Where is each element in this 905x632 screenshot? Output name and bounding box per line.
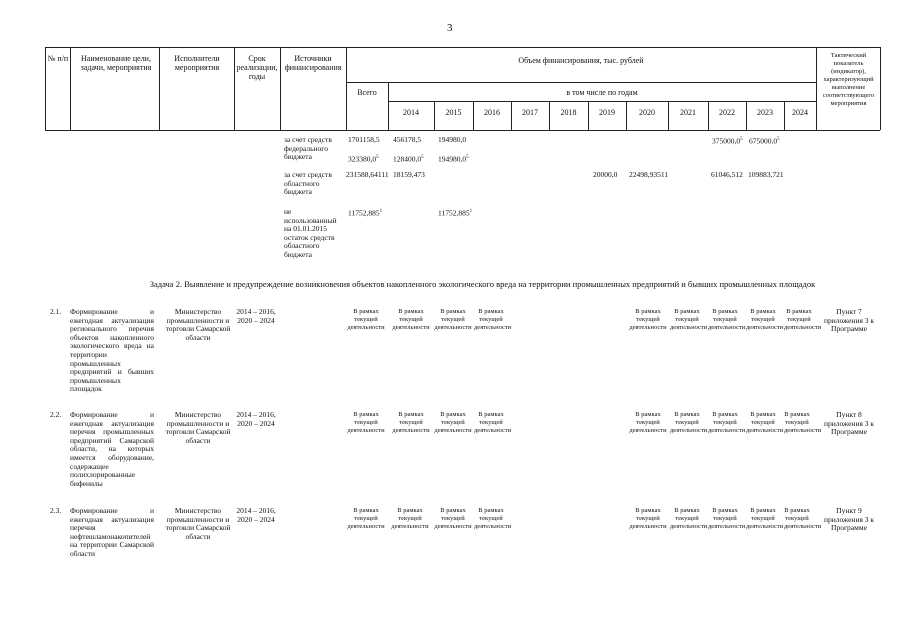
activity-indicator: Пункт 9 приложения 3 к Программе xyxy=(823,506,875,533)
activity-status: В рамках текущей деятельности xyxy=(629,411,667,434)
activity-status: В рамках текущей деятельности xyxy=(708,411,746,434)
activity-status: В рамках текущей деятельности xyxy=(347,411,385,434)
year-2022: 2022 xyxy=(719,108,735,117)
header-sources: Источники финансирования xyxy=(284,54,342,72)
header-bottom-line xyxy=(45,130,880,131)
activity-status: В рамках текущей деятельности xyxy=(392,308,430,331)
regional-2023: 109883,721 xyxy=(748,170,784,179)
activity-executor: Министерство промышленности и торговли Самарской области xyxy=(165,410,231,445)
activity-num: 2.1. xyxy=(50,307,62,316)
grid-line xyxy=(880,47,881,130)
activity-name: Формирование и ежегодная актуализация регионального перечня объектов накопленного экологического вреда на территории промышленных предприятий и бывших промышленных площадок xyxy=(70,307,154,394)
activity-status: В рамках текущей деятельности xyxy=(670,411,708,434)
header-volume: Объем финансирования, тыс. рублей xyxy=(518,56,644,65)
activity-status: В рамках текущей деятельности xyxy=(434,411,472,434)
federal-total: 1701158,5 xyxy=(348,135,380,144)
activity-term: 2014 – 2016, 2020 – 2024 xyxy=(236,307,276,325)
activity-status: В рамках текущей деятельности xyxy=(434,308,472,331)
header-executors: Исполнители мероприятия xyxy=(174,54,220,72)
activity-num: 2.3. xyxy=(50,506,62,515)
activity-status: В рамках текущей деятельности xyxy=(392,411,430,434)
activity-status: В рамках текущей деятельности xyxy=(784,308,822,331)
header-sub-line xyxy=(346,82,816,83)
grid-line xyxy=(45,47,46,130)
activity-status: В рамках текущей деятельности xyxy=(347,507,385,530)
grid-line xyxy=(70,47,71,130)
activity-name: Формирование и ежегодная актуализация перечня нефтешламонакопителей на территории Самарской области xyxy=(70,506,154,558)
unused-total: 11752,885$^1$ xyxy=(348,208,383,218)
activity-status: В рамках текущей деятельности xyxy=(629,507,667,530)
header-num: № п/п xyxy=(47,54,69,63)
year-2024: 2024 xyxy=(792,108,808,117)
activity-status: В рамках текущей деятельности xyxy=(474,507,512,530)
year-2017: 2017 xyxy=(522,108,538,117)
activity-term: 2014 – 2016, 2020 – 2024 xyxy=(236,506,276,524)
grid-line xyxy=(159,47,160,130)
header-years-line xyxy=(388,101,816,102)
source-federal: за счет средств федерального бюджета xyxy=(284,135,332,162)
regional-2022: 61046,512 xyxy=(711,170,743,179)
header-indicator: Тактический показатель (индикатор), характеризующий выполнение соответствующего мероприятия xyxy=(822,52,875,107)
year-2023: 2023 xyxy=(757,108,773,117)
activity-status: В рамках текущей деятельности xyxy=(474,308,512,331)
federal-2022: 375000,0$^5$ xyxy=(712,136,743,146)
activity-status: В рамках текущей деятельности xyxy=(670,507,708,530)
federal-2023: 675000,0$^5$ xyxy=(749,136,780,146)
activity-status: В рамках текущей деятельности xyxy=(670,308,708,331)
year-2018: 2018 xyxy=(560,108,577,117)
unused-2015: 11752,885$^1$ xyxy=(438,208,473,218)
page-number: 3 xyxy=(447,22,453,34)
activity-indicator: Пункт 7 приложения 3 к Программе xyxy=(823,307,875,334)
federal-2014: 456178,5 xyxy=(393,135,422,144)
activity-name: Формирование и ежегодная актуализация перечня промышленных предприятий Самарской области, на которых имеется оборудование, содержащее полихлорированные бифенилы xyxy=(70,410,154,488)
activity-executor: Министерство промышленности и торговли Самарской области xyxy=(165,307,231,342)
activity-status: В рамках текущей деятельности xyxy=(474,411,512,434)
header-term: Срок реализации, годы xyxy=(236,54,278,81)
source-regional: за счет средств областного бюджета xyxy=(284,170,332,197)
activity-status: В рамках текущей деятельности xyxy=(746,308,784,331)
activity-status: В рамках текущей деятельности xyxy=(784,507,822,530)
federal-2015: 194980,0 xyxy=(438,135,467,144)
header-total: Всего xyxy=(357,88,377,97)
regional-total: 231588,64111 xyxy=(346,170,389,179)
regional-2019: 20000,0 xyxy=(593,170,618,179)
year-2014: 2014 xyxy=(403,108,419,117)
activity-status: В рамках текущей деятельности xyxy=(629,308,667,331)
activity-status: В рамках текущей деятельности xyxy=(434,507,472,530)
regional-2020: 22498,93511 xyxy=(629,170,669,179)
year-2021: 2021 xyxy=(680,108,696,117)
regional-2014: 18159,473 xyxy=(393,170,425,179)
task-title: Задача 2. Выявление и предупреждение возникновения объектов накопленного экологического вреда на территории промышленных предприятий и бывших промышленных площадок xyxy=(149,279,816,289)
source-unused: не использованный на 01.01.2015 остаток средств областного бюджета xyxy=(284,207,337,259)
header-name: Наименование цели, задачи, мероприятия xyxy=(80,54,152,72)
activity-status: В рамках текущей деятельности xyxy=(746,507,784,530)
federal2-2015: 194980,0$^5$ xyxy=(438,154,469,164)
header-top-line xyxy=(45,47,880,48)
year-2019: 2019 xyxy=(599,108,615,117)
federal2-total: 323380,0$^5$ xyxy=(348,154,379,164)
activity-num: 2.2. xyxy=(50,410,62,419)
activity-indicator: Пункт 8 приложения 3 к Программе xyxy=(823,410,875,437)
activity-status: В рамках текущей деятельности xyxy=(391,507,429,530)
activity-status: В рамках текущей деятельности xyxy=(784,411,822,434)
header-by-years: в том числе по годам xyxy=(566,88,638,97)
federal2-2014: 128400,0$^5$ xyxy=(393,154,424,164)
activity-status: В рамках текущей деятельности xyxy=(708,308,746,331)
activity-executor: Министерство промышленности и торговли Самарской области xyxy=(165,506,231,541)
activity-term: 2014 – 2016, 2020 – 2024 xyxy=(236,410,276,428)
activity-status: В рамках текущей деятельности xyxy=(746,411,784,434)
activity-status: В рамках текущей деятельности xyxy=(708,507,746,530)
year-2020: 2020 xyxy=(639,108,655,117)
activity-status: В рамках текущей деятельности xyxy=(347,308,385,331)
year-2016: 2016 xyxy=(484,108,500,117)
year-2015: 2015 xyxy=(445,108,462,117)
